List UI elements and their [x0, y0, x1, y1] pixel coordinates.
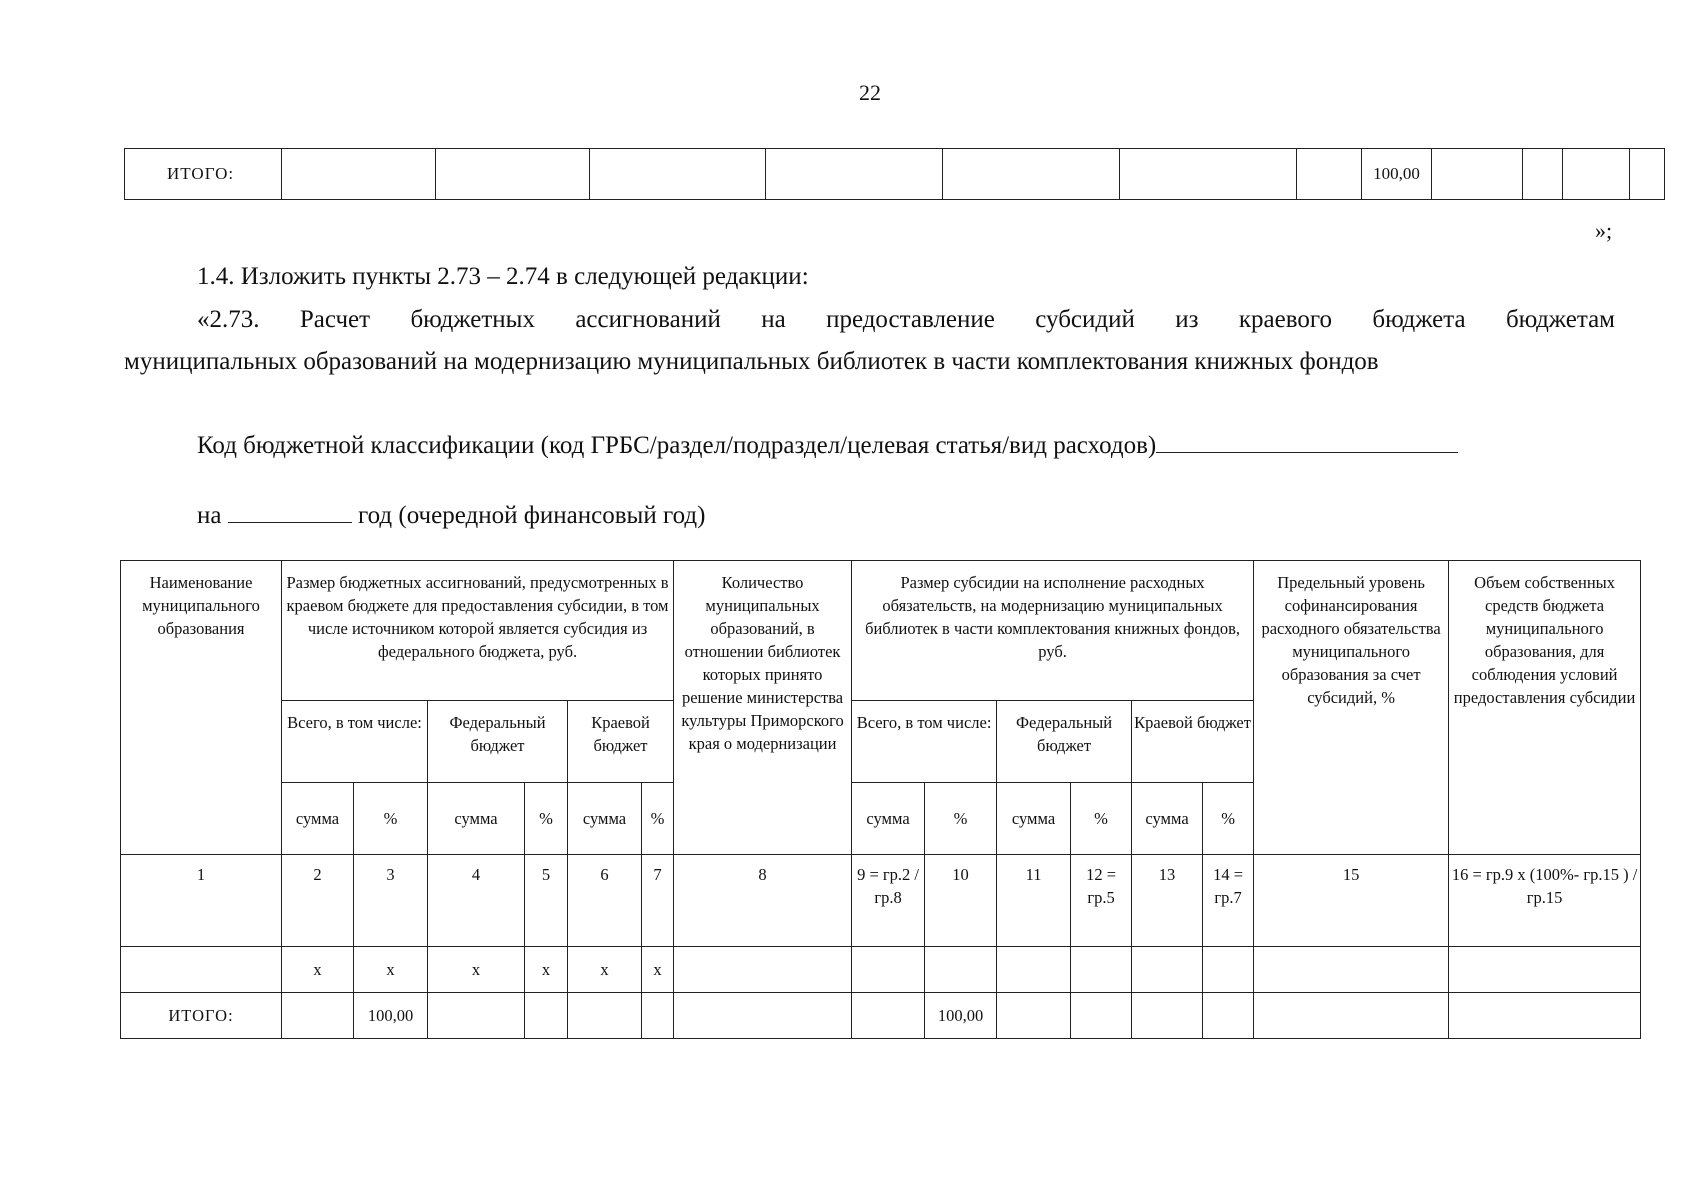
cell: [943, 149, 1120, 200]
header-sum: сумма: [852, 783, 925, 855]
cell: [1203, 947, 1254, 993]
cell: [1120, 149, 1297, 200]
previous-table-total-row: [124, 148, 1665, 200]
header-sum: сумма: [1132, 783, 1203, 855]
column-number: 11: [997, 855, 1071, 947]
cell: [282, 993, 354, 1039]
cell: [674, 947, 852, 993]
cell: [121, 947, 282, 993]
x-mark: х: [282, 947, 354, 993]
column-number: 12 = гр.5: [1071, 855, 1132, 947]
column-number: 14 = гр.7: [1203, 855, 1254, 947]
column-number: 10: [925, 855, 997, 947]
year-prefix: на: [197, 502, 222, 529]
cell: [1132, 947, 1203, 993]
cell: [1203, 993, 1254, 1039]
x-mark: х: [568, 947, 642, 993]
header-pct: %: [925, 783, 997, 855]
cell: [1297, 149, 1362, 200]
cell: [852, 947, 925, 993]
cell: [428, 993, 525, 1039]
header-municipality: Наименование муниципального образования: [121, 561, 282, 855]
x-mark: х: [525, 947, 568, 993]
cell: [436, 149, 590, 200]
header-pct: %: [354, 783, 428, 855]
cell: [766, 149, 943, 200]
header-sum: сумма: [997, 783, 1071, 855]
paragraph-instruction: 1.4. Изложить пункты 2.73 – 2.74 в следующей редакции:: [197, 263, 809, 290]
column-number: 1: [121, 855, 282, 947]
column-number: 16 = гр.9 х (100%- гр.15 ) / гр.15: [1449, 855, 1641, 947]
page-number: 22: [859, 80, 881, 105]
header-sum: сумма: [428, 783, 525, 855]
x-mark: х: [642, 947, 674, 993]
column-number: 3: [354, 855, 428, 947]
total-label: ИТОГО:: [121, 993, 282, 1039]
cell: [997, 947, 1071, 993]
cell: [1132, 993, 1203, 1039]
percent-total-cell: 100,00: [1362, 149, 1432, 200]
column-number: 6: [568, 855, 642, 947]
header-budget-allocations: Размер бюджетных ассигнований, предусмотренных в краевом бюджете для предоставления субсидии, в том числе источником которой является субсидия из федерального бюджета, руб.: [282, 561, 674, 701]
header-pct: %: [525, 783, 568, 855]
closing-quote: »;: [1595, 218, 1613, 243]
header-own-funds: Объем собственных средств бюджета муниципального образования, для соблюдения условий предоставления субсидии: [1449, 561, 1641, 855]
cell: [642, 993, 674, 1039]
header-cofinancing: Предельный уровень софинансирования расходного обязательства муниципального образования за счет субсидий, %: [1254, 561, 1449, 855]
cell: [1071, 947, 1132, 993]
header-pct: %: [1071, 783, 1132, 855]
cell: [1449, 947, 1641, 993]
cell: [1254, 947, 1449, 993]
header-federal: Федеральный бюджет: [997, 701, 1132, 783]
header-federal: Федеральный бюджет: [428, 701, 568, 783]
cell: [282, 149, 436, 200]
header-total-incl: Всего, в том числе:: [852, 701, 997, 783]
header-sum: сумма: [568, 783, 642, 855]
header-pct: %: [1203, 783, 1254, 855]
header-total-incl: Всего, в том числе:: [282, 701, 428, 783]
column-number: 5: [525, 855, 568, 947]
subsidy-calculation-table: [120, 560, 1641, 1039]
total-pct-cell: 100,00: [354, 993, 428, 1039]
cell: [590, 149, 766, 200]
year-blank: [228, 492, 352, 523]
cell: [1523, 149, 1563, 200]
year-suffix: год (очередной финансовый год): [357, 502, 706, 529]
year-line: [197, 492, 705, 536]
column-number: 13: [1132, 855, 1203, 947]
x-mark: х: [354, 947, 428, 993]
total-label: ИТОГО:: [125, 149, 282, 200]
cell: [1563, 149, 1630, 200]
cell: [1432, 149, 1523, 200]
header-regional: Краевой бюджет: [568, 701, 674, 783]
cell: [525, 993, 568, 1039]
total-pct-cell: 100,00: [925, 993, 997, 1039]
column-number: 4: [428, 855, 525, 947]
cell: [674, 993, 852, 1039]
paragraph-section-title: «2.73. Расчет бюджетных ассигнований на предоставление субсидий из краевого бюджета бюджетам: [197, 306, 1615, 333]
cell: [1449, 993, 1641, 1039]
cell: [925, 947, 997, 993]
x-mark: х: [428, 947, 525, 993]
column-number: 15: [1254, 855, 1449, 947]
column-number: 8: [674, 855, 852, 947]
paragraph-section-title-cont: муниципальных образований на модернизацию муниципальных библиотек в части комплектования книжных фондов: [124, 348, 1379, 375]
header-count: Количество муниципальных образований, в отношении библиотек которых принято решение министерства культуры Приморского края о модернизации: [674, 561, 852, 855]
header-subsidy-size: Размер субсидии на исполнение расходных обязательств, на модернизацию муниципальных библиотек в части комплектования книжных фондов, руб.: [852, 561, 1254, 701]
header-sum: сумма: [282, 783, 354, 855]
budget-classification-label: Код бюджетной классификации (код ГРБС/раздел/подраздел/целевая статья/вид расходов): [197, 432, 1157, 459]
cell: [997, 993, 1071, 1039]
cell: [1071, 993, 1132, 1039]
cell: [852, 993, 925, 1039]
budget-classification-line: [197, 422, 1458, 466]
header-pct: %: [642, 783, 674, 855]
column-number: 7: [642, 855, 674, 947]
column-number: 9 = гр.2 / гр.8: [852, 855, 925, 947]
header-regional: Краевой бюджет: [1132, 701, 1254, 783]
cell: [1630, 149, 1665, 200]
column-number: 2: [282, 855, 354, 947]
cell: [1254, 993, 1449, 1039]
classification-blank: [1156, 422, 1458, 453]
cell: [568, 993, 642, 1039]
